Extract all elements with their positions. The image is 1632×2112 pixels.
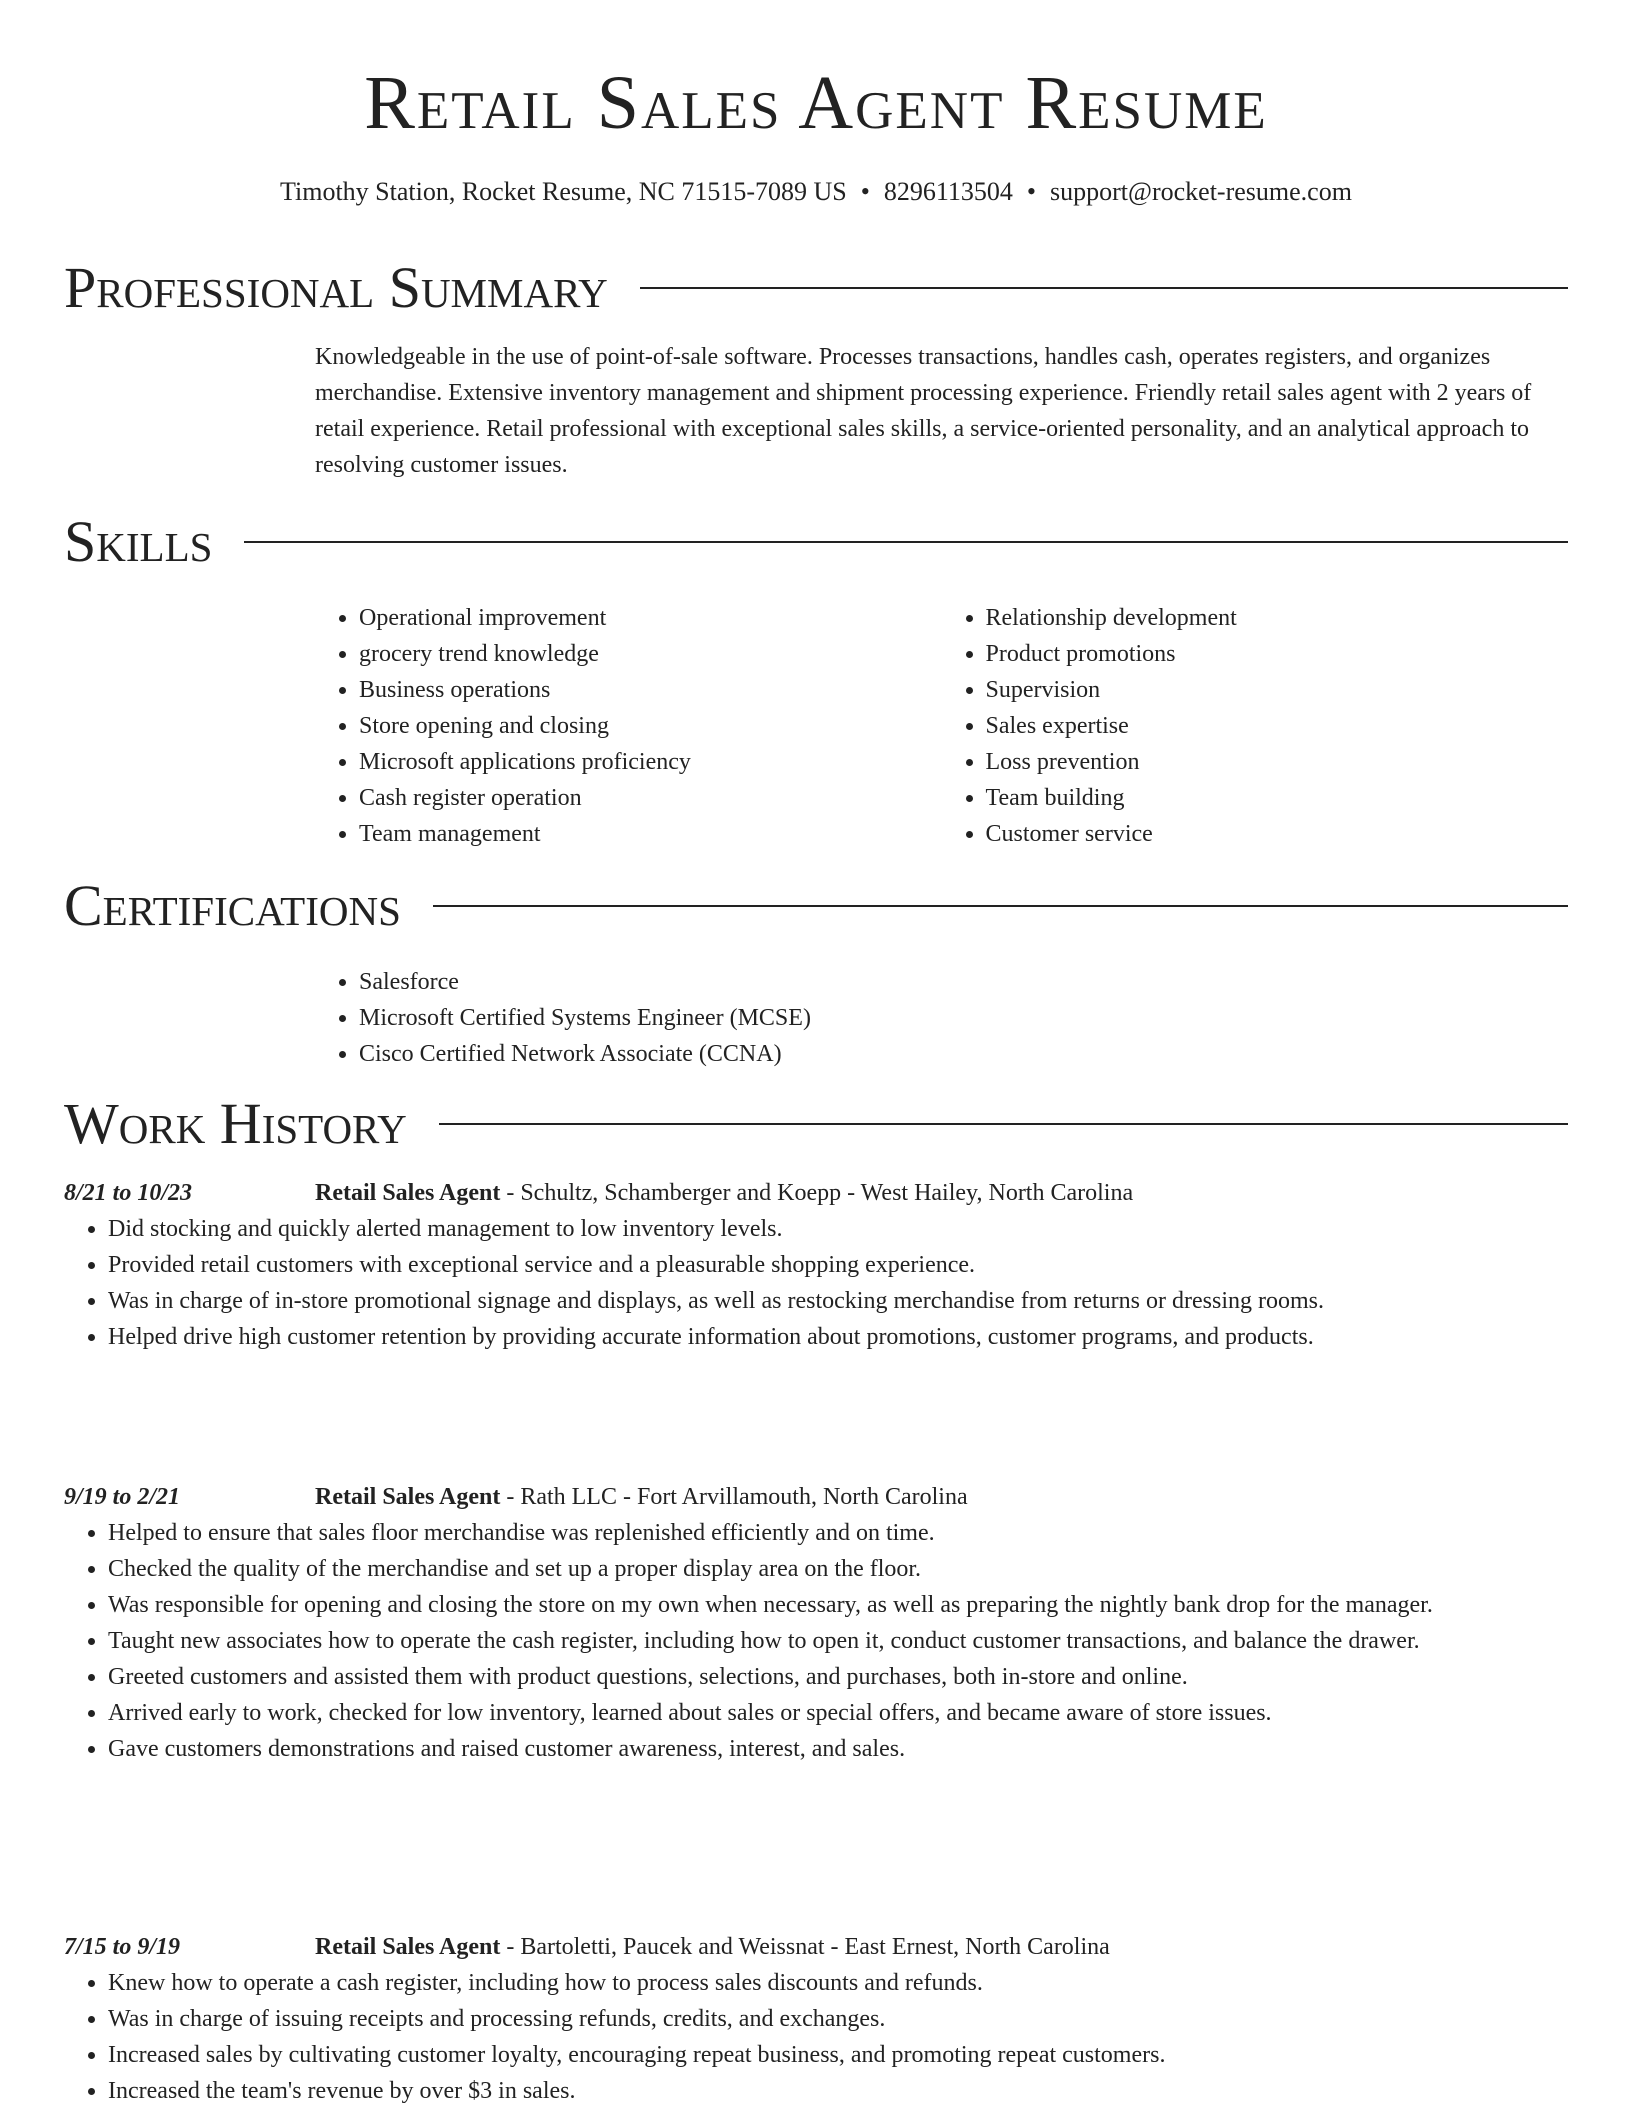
skill-item: • Operational improvement xyxy=(359,600,942,636)
job-entry xyxy=(64,1479,1568,1767)
job-bullet: • Checked the quality of the merchandise and set up a proper display area on the floor. xyxy=(108,1551,1568,1587)
skill-item: • Team building xyxy=(986,780,1569,816)
skill-item: • Store opening and closing xyxy=(359,708,942,744)
skill-item: • Loss prevention xyxy=(986,744,1569,780)
job-bullet: • Helped to ensure that sales floor merchandise was replenished efficiently and on time. xyxy=(108,1515,1568,1551)
contact-line xyxy=(64,174,1568,210)
job-dates: 8/21 to 10/23 xyxy=(64,1180,193,1206)
summary-section xyxy=(64,256,1568,483)
job-bullet: • Was in charge of in-store promotional signage and displays, as well as restocking merchandise from returns or dressing rooms. xyxy=(108,1283,1568,1319)
skills-section xyxy=(64,510,1568,852)
job-bullets xyxy=(64,1965,1568,2109)
job-employer: - Schultz, Schamberger and Koepp - West Hailey, North Carolina xyxy=(500,1180,1134,1206)
contact-phone: 8296113504 xyxy=(883,177,1013,206)
job-bullet: • Helped drive high customer retention by providing accurate information about promotions, customer programs, and products. xyxy=(108,1319,1568,1355)
certifications-section xyxy=(64,874,1568,1072)
certification-item: • Cisco Certified Network Associate (CCNA) xyxy=(359,1036,1568,1072)
job-employer: - Bartoletti, Paucek and Weissnat - East Ernest, North Carolina xyxy=(500,1934,1110,1960)
job-bullet: • Gave customers demonstrations and raised customer awareness, interest, and sales. xyxy=(108,1731,1568,1767)
job-bullets xyxy=(64,1515,1568,1767)
certification-item: • Microsoft Certified Systems Engineer (MCSE) xyxy=(359,1000,1568,1036)
job-employer: - Rath LLC - Fort Arvillamouth, North Carolina xyxy=(500,1484,968,1510)
job-header-row xyxy=(64,1175,1568,1211)
skill-item: • Customer service xyxy=(986,816,1569,852)
job-bullet: • Did stocking and quickly alerted management to low inventory levels. xyxy=(108,1211,1568,1247)
work-history-section xyxy=(64,1092,1568,1156)
skill-item: • Cash register operation xyxy=(359,780,942,816)
job-header-row xyxy=(64,1929,1568,1965)
job-heading xyxy=(315,1479,1568,1515)
skill-item: • Supervision xyxy=(986,672,1569,708)
skills-list-right xyxy=(942,600,1569,852)
contact-address: Timothy Station, Rocket Resume, NC 71515-7089 US xyxy=(280,177,847,206)
skill-item: • grocery trend knowledge xyxy=(359,636,942,672)
skill-item: • Product promotions xyxy=(986,636,1569,672)
job-dates: 9/19 to 2/21 xyxy=(64,1484,181,1510)
job-entry xyxy=(64,1929,1568,2109)
job-heading xyxy=(315,1929,1568,1965)
contact-separator: • xyxy=(860,177,870,206)
certifications-list xyxy=(315,964,1568,1072)
job-title: Retail Sales Agent xyxy=(315,1484,501,1510)
section-divider xyxy=(433,905,1568,907)
job-bullet: • Greeted customers and assisted them with product questions, selections, and purchases, both in-store and online. xyxy=(108,1659,1568,1695)
job-bullet: • Was responsible for opening and closing the store on my own when necessary, as well as preparing the nightly bank drop for the manager. xyxy=(108,1587,1568,1623)
skill-item: • Relationship development xyxy=(986,600,1569,636)
job-title: Retail Sales Agent xyxy=(315,1934,501,1960)
job-bullet: • Provided retail customers with exceptional service and a pleasurable shopping experience. xyxy=(108,1247,1568,1283)
section-divider xyxy=(439,1123,1568,1125)
skills-heading: Skills xyxy=(64,509,213,574)
job-header-row xyxy=(64,1479,1568,1515)
job-bullet: • Taught new associates how to operate the cash register, including how to open it, conduct customer transactions, and balance the drawer. xyxy=(108,1623,1568,1659)
job-bullet: • Knew how to operate a cash register, including how to process sales discounts and refunds. xyxy=(108,1965,1568,2001)
job-title: Retail Sales Agent xyxy=(315,1180,501,1206)
summary-header xyxy=(64,256,1568,320)
skill-item: • Microsoft applications proficiency xyxy=(359,744,942,780)
job-heading xyxy=(315,1175,1568,1211)
skill-item: • Team management xyxy=(359,816,942,852)
work-history-header xyxy=(64,1092,1568,1156)
summary-body xyxy=(315,339,1568,483)
skill-item: • Business operations xyxy=(359,672,942,708)
summary-heading: Professional Summary xyxy=(64,255,608,320)
skills-list-left xyxy=(315,600,942,852)
job-bullet: • Increased sales by cultivating customer loyalty, encouraging repeat business, and promoting repeat customers. xyxy=(108,2037,1568,2073)
job-bullets xyxy=(64,1211,1568,1355)
job-entry xyxy=(64,1175,1568,1355)
work-history-heading: Work History xyxy=(64,1091,407,1156)
certifications-heading: Certifications xyxy=(64,873,401,938)
certification-item: • Salesforce xyxy=(359,964,1568,1000)
skills-header xyxy=(64,510,1568,574)
summary-text: Knowledgeable in the use of point-of-sale software. Processes transactions, handles cash, operates registers, and organizes merchandise. Extensive inventory management and shipment processing experience. Friendly retail sales agent with 2 years of retail experience. Retail professional with exceptional sales skills, a service-oriented personality, and an analytical approach to resolving customer issues. xyxy=(315,344,1532,478)
certifications-header xyxy=(64,874,1568,938)
skills-grid xyxy=(315,600,1568,852)
job-bullet: • Arrived early to work, checked for low inventory, learned about sales or special offers, and became aware of store issues. xyxy=(108,1695,1568,1731)
contact-email: support@rocket-resume.com xyxy=(1050,177,1352,206)
skill-item: • Sales expertise xyxy=(986,708,1569,744)
document-title: Retail Sales Agent Resume xyxy=(364,61,1268,145)
job-bullet: • Was in charge of issuing receipts and processing refunds, credits, and exchanges. xyxy=(108,2001,1568,2037)
certifications-body xyxy=(315,964,1568,1072)
job-dates: 7/15 to 9/19 xyxy=(64,1934,181,1960)
contact-separator: • xyxy=(1026,177,1037,206)
section-divider xyxy=(244,541,1568,543)
job-bullet: • Increased the team's revenue by over $3 in sales. xyxy=(108,2073,1568,2109)
section-divider xyxy=(640,287,1568,289)
